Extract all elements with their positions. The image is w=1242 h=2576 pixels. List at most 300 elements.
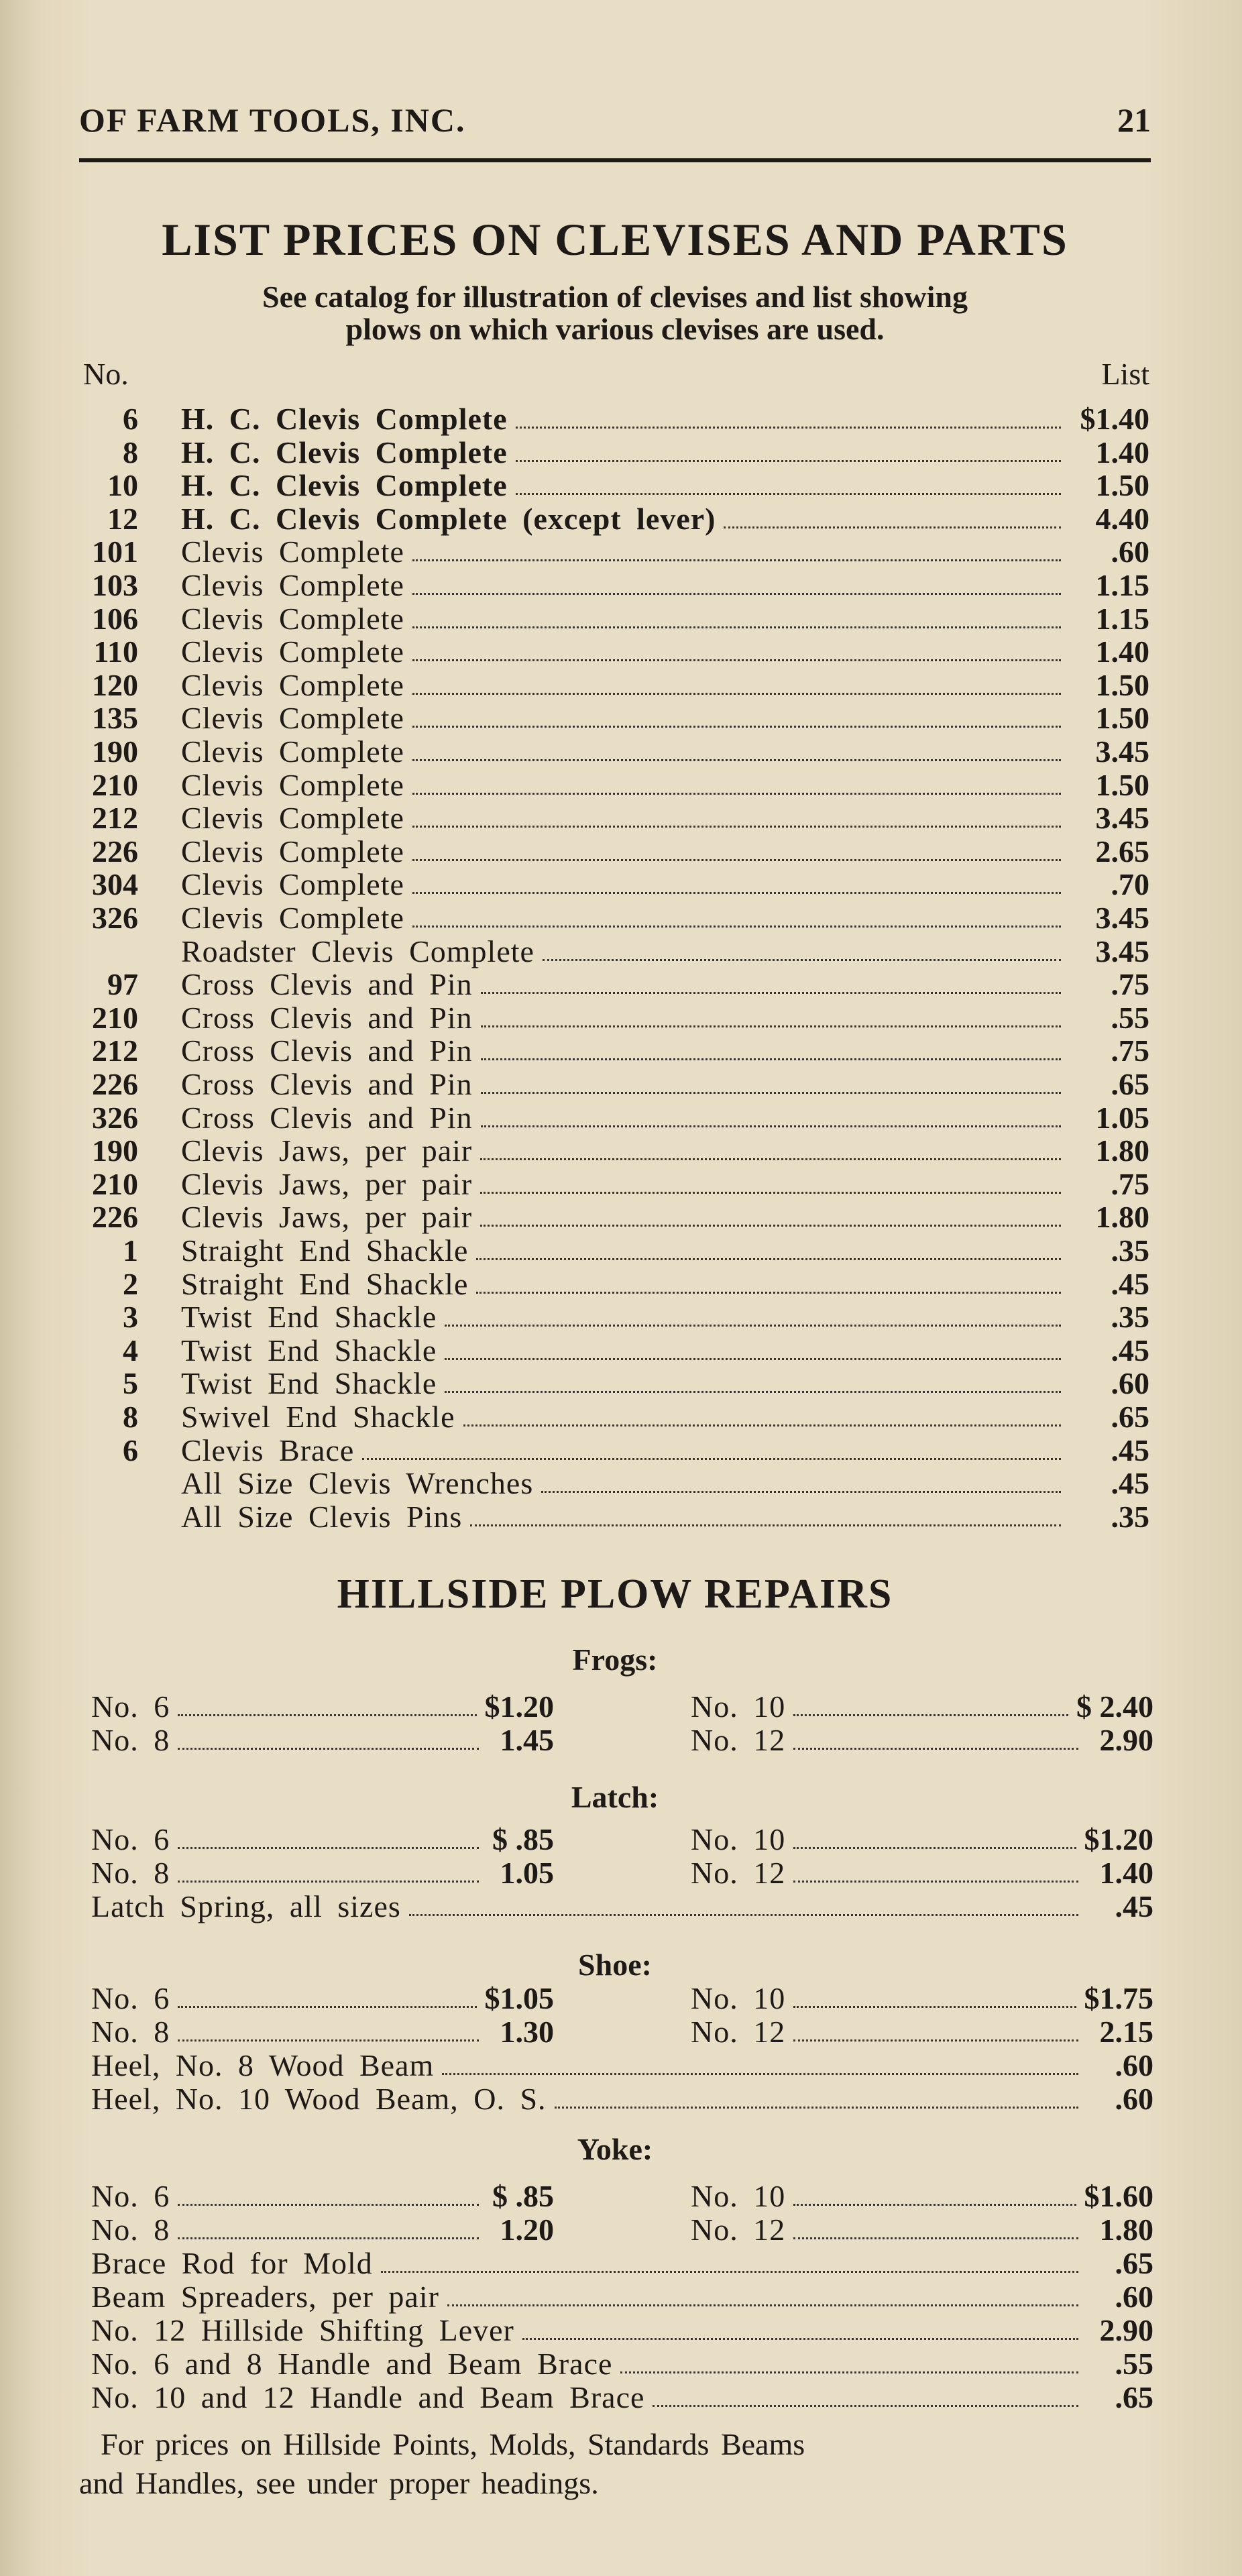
shoe-subheading: Shoe: <box>578 1948 652 1982</box>
item-line <box>181 935 1149 968</box>
dot-leader <box>178 1846 479 1849</box>
item-price: .45 <box>1111 1333 1149 1367</box>
item-number: 135 <box>92 701 138 736</box>
item-number: 10 <box>107 468 138 503</box>
dot-leader <box>412 825 1061 828</box>
frogs-right-item <box>691 1690 1153 1724</box>
item-line <box>181 469 1149 502</box>
item-price: .65 <box>1115 2246 1153 2280</box>
dot-leader <box>476 1257 1061 1260</box>
item-number: 226 <box>92 834 138 869</box>
item-description: Clevis Jaws, per pair <box>181 1200 473 1235</box>
item-description: Cross Clevis and Pin <box>181 1033 473 1068</box>
item-number: 190 <box>92 734 138 769</box>
frogs-left-item <box>91 1724 554 1757</box>
item-price: .45 <box>1111 1466 1149 1501</box>
item-price: 3.45 <box>1095 901 1149 935</box>
item-description: Heel, No. 8 Wood Beam <box>91 2048 435 2082</box>
item-description: Clevis Complete <box>181 867 404 902</box>
dot-leader <box>481 1091 1061 1094</box>
shoe-right-item <box>691 1982 1153 2015</box>
dot-leader <box>522 2337 1078 2340</box>
item-price: .75 <box>1111 1033 1149 1068</box>
dot-leader <box>412 559 1061 561</box>
dot-leader <box>793 2039 1078 2041</box>
clevis-row <box>83 835 1149 869</box>
item-price: $1.75 <box>1084 1981 1153 2015</box>
clevis-row <box>83 1101 1149 1135</box>
dot-leader <box>555 2106 1078 2109</box>
item-line <box>181 1268 1149 1301</box>
item-number: 8 <box>123 1400 138 1434</box>
item-line <box>181 569 1149 602</box>
item-price: 1.05 <box>1095 1100 1149 1135</box>
clevis-row <box>83 1168 1149 1201</box>
shoe-full-item <box>91 2082 1153 2116</box>
latch-left-item <box>91 1856 554 1890</box>
latch-subheading: Latch: <box>571 1780 659 1814</box>
item-description: Straight End Shackle <box>181 1266 469 1301</box>
item-number: 6 <box>123 402 138 436</box>
item-description: Clevis Complete <box>181 535 404 569</box>
item-number: 212 <box>92 801 138 836</box>
footer-note-line2: and Handles, see under proper headings. <box>79 2466 599 2500</box>
item-price: .75 <box>1111 967 1149 1002</box>
dot-leader <box>793 1747 1078 1750</box>
item-price: .60 <box>1111 1366 1149 1401</box>
frogs-right-item <box>691 1724 1153 1757</box>
item-line <box>181 901 1149 935</box>
item-number: 210 <box>92 767 138 802</box>
item-description: Cross Clevis and Pin <box>181 1067 473 1101</box>
item-price: .45 <box>1115 1889 1153 1923</box>
item-line <box>181 502 1149 536</box>
item-price: 1.50 <box>1095 767 1149 802</box>
clevis-row <box>83 1400 1149 1434</box>
item-description: Latch Spring, all sizes <box>91 1889 401 1923</box>
dot-leader <box>178 2039 479 2041</box>
item-price: 3.45 <box>1095 934 1149 968</box>
column-no-header: No. <box>83 357 129 391</box>
item-description: All Size Clevis Wrenches <box>181 1466 534 1501</box>
item-description: H. C. Clevis Complete <box>181 468 508 503</box>
item-line <box>181 835 1149 869</box>
clevis-row <box>83 769 1149 802</box>
item-price: 1.45 <box>500 1723 554 1757</box>
item-line <box>181 669 1149 702</box>
item-price: 1.50 <box>1095 667 1149 702</box>
shoe-left-item <box>91 2015 554 2049</box>
item-line <box>181 1334 1149 1367</box>
item-description: Twist End Shackle <box>181 1300 437 1335</box>
item-price: .35 <box>1111 1233 1149 1268</box>
header-rule <box>79 158 1151 162</box>
dot-leader <box>481 1058 1061 1060</box>
item-description: No. 6 <box>91 1981 170 2015</box>
yoke-full-item <box>91 2347 1153 2381</box>
item-line <box>181 1367 1149 1400</box>
item-description: Clevis Brace <box>181 1433 355 1467</box>
item-line <box>181 1500 1149 1534</box>
dot-leader <box>793 2005 1076 2008</box>
clevis-row <box>83 1234 1149 1268</box>
dot-leader <box>793 2203 1076 2206</box>
item-line <box>181 402 1149 436</box>
dot-leader <box>409 1913 1078 1916</box>
item-description: No. 6 <box>91 2179 170 2213</box>
clevis-row <box>83 901 1149 935</box>
item-number: 326 <box>92 901 138 935</box>
item-price: 2.90 <box>1099 2313 1153 2347</box>
latch-right-item <box>691 1823 1153 1856</box>
clevis-row <box>83 935 1149 968</box>
item-price: $ .85 <box>492 2179 554 2213</box>
item-number: 210 <box>92 1166 138 1201</box>
item-number: 226 <box>92 1200 138 1235</box>
item-description: No. 12 <box>691 1723 786 1757</box>
item-price: 1.80 <box>1099 2213 1153 2247</box>
item-line <box>181 769 1149 802</box>
item-price: 2.65 <box>1095 834 1149 869</box>
hillside-title: HILLSIDE PLOW REPAIRS <box>337 1571 893 1617</box>
yoke-left-item <box>91 2213 554 2247</box>
item-price: .35 <box>1111 1499 1149 1534</box>
frogs-subheading: Frogs: <box>572 1642 658 1677</box>
item-price: 1.80 <box>1095 1133 1149 1168</box>
item-line <box>181 436 1149 469</box>
item-description: No. 10 and 12 Handle and Beam Brace <box>91 2380 645 2414</box>
item-description: No. 12 <box>691 2015 786 2049</box>
item-price: .55 <box>1111 1000 1149 1035</box>
item-description: Roadster Clevis Complete <box>181 934 534 968</box>
item-price: .60 <box>1111 535 1149 569</box>
yoke-full-item <box>91 2280 1153 2314</box>
clevis-row <box>83 602 1149 636</box>
latch-left-item <box>91 1823 554 1856</box>
item-number: 12 <box>107 501 138 536</box>
item-price: .60 <box>1115 2280 1153 2314</box>
item-description: No. 10 <box>691 2179 786 2213</box>
yoke-subheading: Yoke: <box>577 2132 653 2166</box>
item-description: Clevis Complete <box>181 568 404 602</box>
shoe-full-item <box>91 2049 1153 2082</box>
item-number: 190 <box>92 1133 138 1168</box>
item-price: $1.40 <box>1080 402 1149 436</box>
dot-leader <box>463 1424 1062 1426</box>
item-description: Clevis Complete <box>181 634 404 669</box>
item-description: No. 12 Hillside Shifting Lever <box>91 2313 514 2347</box>
item-description: No. 12 <box>691 1856 786 1890</box>
item-line <box>181 1467 1149 1500</box>
item-line <box>181 1300 1149 1334</box>
clevis-row <box>83 968 1149 1001</box>
clevis-row <box>83 702 1149 735</box>
item-number: 106 <box>92 601 138 636</box>
dot-leader <box>516 459 1061 462</box>
item-price: 1.40 <box>1095 435 1149 469</box>
clevis-row <box>83 1434 1149 1467</box>
item-price: $ .85 <box>492 1822 554 1856</box>
dot-leader <box>543 958 1061 961</box>
yoke-full-item <box>91 2314 1153 2347</box>
item-price: 1.30 <box>500 2015 554 2049</box>
dot-leader <box>476 1291 1061 1294</box>
item-description: Clevis Complete <box>181 667 404 702</box>
item-description: Clevis Complete <box>181 701 404 736</box>
dot-leader <box>381 2270 1078 2273</box>
item-description: Clevis Complete <box>181 734 404 769</box>
item-price: .65 <box>1111 1067 1149 1101</box>
item-description: Twist End Shackle <box>181 1333 437 1367</box>
item-price: $1.05 <box>484 1981 554 2015</box>
item-price: 1.50 <box>1095 468 1149 503</box>
item-description: No. 6 and 8 Handle and Beam Brace <box>91 2347 613 2381</box>
dot-leader <box>442 2072 1078 2075</box>
dot-leader <box>178 1880 479 1883</box>
dot-leader <box>178 2005 476 2008</box>
item-number: 226 <box>92 1067 138 1101</box>
dot-leader <box>445 1324 1061 1327</box>
item-price: .35 <box>1111 1300 1149 1335</box>
item-description: Clevis Complete <box>181 834 404 869</box>
item-number: 6 <box>123 1433 138 1467</box>
clevis-row <box>83 569 1149 602</box>
item-number: 103 <box>92 568 138 602</box>
item-description: No. 8 <box>91 1856 170 1890</box>
item-description: Swivel End Shackle <box>181 1400 455 1434</box>
dot-leader <box>541 1490 1061 1493</box>
item-number: 101 <box>92 535 138 569</box>
item-description: All Size Clevis Pins <box>181 1499 463 1534</box>
item-price: .65 <box>1111 1400 1149 1434</box>
item-number: 5 <box>123 1366 138 1401</box>
dot-leader <box>516 426 1061 429</box>
item-price: 3.45 <box>1095 734 1149 769</box>
item-price: 4.40 <box>1095 501 1149 536</box>
item-price: .60 <box>1115 2048 1153 2082</box>
item-line <box>181 635 1149 669</box>
item-line <box>181 968 1149 1001</box>
item-description: Twist End Shackle <box>181 1366 437 1401</box>
clevis-row <box>83 436 1149 469</box>
item-description: Brace Rod for Mold <box>91 2246 373 2280</box>
item-description: Cross Clevis and Pin <box>181 1000 473 1035</box>
dot-leader <box>178 1714 476 1716</box>
item-number: 4 <box>123 1333 138 1367</box>
item-number: 3 <box>123 1300 138 1335</box>
dot-leader <box>445 1390 1061 1393</box>
clevis-row <box>83 1134 1149 1168</box>
clevis-row <box>83 1200 1149 1234</box>
dot-leader <box>620 2371 1078 2373</box>
dot-leader <box>481 991 1061 994</box>
item-price: 1.50 <box>1095 701 1149 736</box>
item-line <box>181 1434 1149 1467</box>
clevis-row <box>83 402 1149 436</box>
item-price: .60 <box>1115 2082 1153 2116</box>
yoke-left-item <box>91 2180 554 2213</box>
clevis-row <box>83 1500 1149 1534</box>
item-line <box>181 735 1149 769</box>
item-description: Beam Spreaders, per pair <box>91 2280 439 2314</box>
item-number: 212 <box>92 1033 138 1068</box>
dot-leader <box>724 526 1061 528</box>
item-price: 2.90 <box>1099 1723 1153 1757</box>
item-price: 1.20 <box>500 2213 554 2247</box>
item-price: .75 <box>1111 1166 1149 1201</box>
item-line <box>181 1034 1149 1068</box>
item-number: 304 <box>92 867 138 902</box>
clevis-row <box>83 1034 1149 1068</box>
item-description: No. 8 <box>91 2213 170 2247</box>
item-price: 2.15 <box>1099 2015 1153 2049</box>
yoke-full-item <box>91 2381 1153 2414</box>
clevis-row <box>83 669 1149 702</box>
item-line <box>181 1200 1149 1234</box>
dot-leader <box>481 1025 1061 1027</box>
dot-leader <box>480 1158 1061 1160</box>
item-description: H. C. Clevis Complete <box>181 402 508 436</box>
dot-leader <box>793 2237 1078 2239</box>
dot-leader <box>412 659 1061 661</box>
item-price: 3.45 <box>1095 801 1149 836</box>
item-price: .45 <box>1111 1433 1149 1467</box>
clevis-row <box>83 1334 1149 1367</box>
dot-leader <box>412 592 1061 595</box>
item-line <box>181 702 1149 735</box>
item-description: No. 8 <box>91 1723 170 1757</box>
dot-leader <box>480 1191 1061 1194</box>
clevises-subtitle-line1: See catalog for illustration of clevises and list showing <box>262 280 968 314</box>
page-header <box>79 101 1151 154</box>
dot-leader <box>412 858 1061 861</box>
running-head: OF FARM TOOLS, INC. <box>79 101 466 139</box>
item-description: No. 10 <box>691 1822 786 1856</box>
item-description: No. 6 <box>91 1689 170 1724</box>
page-number: 21 <box>1117 101 1151 139</box>
item-line <box>181 535 1149 569</box>
dot-leader <box>481 1125 1061 1127</box>
item-price: 1.80 <box>1095 1200 1149 1235</box>
clevis-row <box>83 868 1149 901</box>
item-number: 120 <box>92 667 138 702</box>
item-price: .70 <box>1111 867 1149 902</box>
item-price: 1.40 <box>1099 1856 1153 1890</box>
item-description: Clevis Jaws, per pair <box>181 1166 473 1201</box>
clevises-subtitle-line2: plows on which various clevises are used. <box>345 312 885 346</box>
dot-leader <box>516 492 1061 495</box>
dot-leader <box>412 725 1061 728</box>
yoke-right-item <box>691 2213 1153 2247</box>
item-description: No. 10 <box>691 1981 786 2015</box>
item-description: H. C. Clevis Complete (except lever) <box>181 501 716 536</box>
item-line <box>181 1168 1149 1201</box>
dot-leader <box>412 792 1061 795</box>
item-price: .65 <box>1115 2380 1153 2414</box>
item-description: Heel, No. 10 Wood Beam, O. S. <box>91 2082 547 2116</box>
item-description: H. C. Clevis Complete <box>181 435 508 469</box>
item-price: 1.05 <box>500 1856 554 1890</box>
item-price: 1.15 <box>1095 568 1149 602</box>
yoke-full-item <box>91 2247 1153 2280</box>
item-description: Clevis Complete <box>181 901 404 935</box>
shoe-left-item <box>91 1982 554 2015</box>
clevis-row <box>83 1001 1149 1035</box>
dot-leader <box>470 1524 1061 1526</box>
dot-leader <box>793 1714 1068 1716</box>
item-line <box>181 868 1149 901</box>
yoke-right-item <box>691 2180 1153 2213</box>
item-price: $1.20 <box>1084 1822 1153 1856</box>
item-description: Clevis Complete <box>181 601 404 636</box>
shoe-right-item <box>691 2015 1153 2049</box>
footer-note-line1: For prices on Hillside Points, Molds, Standards Beams <box>101 2427 805 2461</box>
item-number: 8 <box>123 435 138 469</box>
dot-leader <box>793 1880 1078 1883</box>
item-line <box>181 1068 1149 1101</box>
item-price: .55 <box>1115 2347 1153 2381</box>
item-line <box>181 602 1149 636</box>
item-description: No. 8 <box>91 2015 170 2049</box>
item-description: No. 12 <box>691 2213 786 2247</box>
item-number: 2 <box>123 1266 138 1301</box>
item-description: No. 6 <box>91 1822 170 1856</box>
dot-leader <box>178 2203 479 2206</box>
dot-leader <box>653 2404 1078 2407</box>
clevis-row <box>83 801 1149 835</box>
dot-leader <box>178 2237 479 2239</box>
clevises-title: LIST PRICES ON CLEVISES AND PARTS <box>162 214 1068 265</box>
latch-right-item <box>691 1856 1153 1890</box>
clevis-row <box>83 469 1149 502</box>
item-price: $ 2.40 <box>1076 1689 1153 1724</box>
item-price: 1.40 <box>1095 634 1149 669</box>
dot-leader <box>447 2304 1078 2306</box>
item-price: $1.60 <box>1084 2179 1153 2213</box>
dot-leader <box>412 759 1061 761</box>
dot-leader <box>412 692 1061 695</box>
item-line <box>181 1400 1149 1434</box>
clevis-row <box>83 1068 1149 1101</box>
item-line <box>181 1134 1149 1168</box>
dot-leader <box>445 1357 1061 1360</box>
item-price: 1.15 <box>1095 601 1149 636</box>
item-price: $1.20 <box>484 1689 554 1724</box>
item-description: Cross Clevis and Pin <box>181 1100 473 1135</box>
item-number: 1 <box>123 1233 138 1268</box>
item-line <box>181 1101 1149 1135</box>
item-line <box>181 801 1149 835</box>
frogs-left-item <box>91 1690 554 1724</box>
clevis-row <box>83 635 1149 669</box>
item-description: No. 10 <box>691 1689 786 1724</box>
item-description: Clevis Complete <box>181 801 404 836</box>
clevis-row <box>83 735 1149 769</box>
clevis-row <box>83 502 1149 536</box>
column-list-header: List <box>1101 357 1149 391</box>
item-number: 110 <box>93 634 138 669</box>
item-number: 97 <box>107 967 138 1002</box>
item-number: 210 <box>92 1000 138 1035</box>
item-line <box>181 1234 1149 1268</box>
item-number: 326 <box>92 1100 138 1135</box>
item-line <box>181 1001 1149 1035</box>
clevis-row <box>83 1367 1149 1400</box>
column-headers <box>83 357 1149 391</box>
clevis-row <box>83 1300 1149 1334</box>
item-description: Straight End Shackle <box>181 1233 469 1268</box>
item-description: Cross Clevis and Pin <box>181 967 473 1002</box>
